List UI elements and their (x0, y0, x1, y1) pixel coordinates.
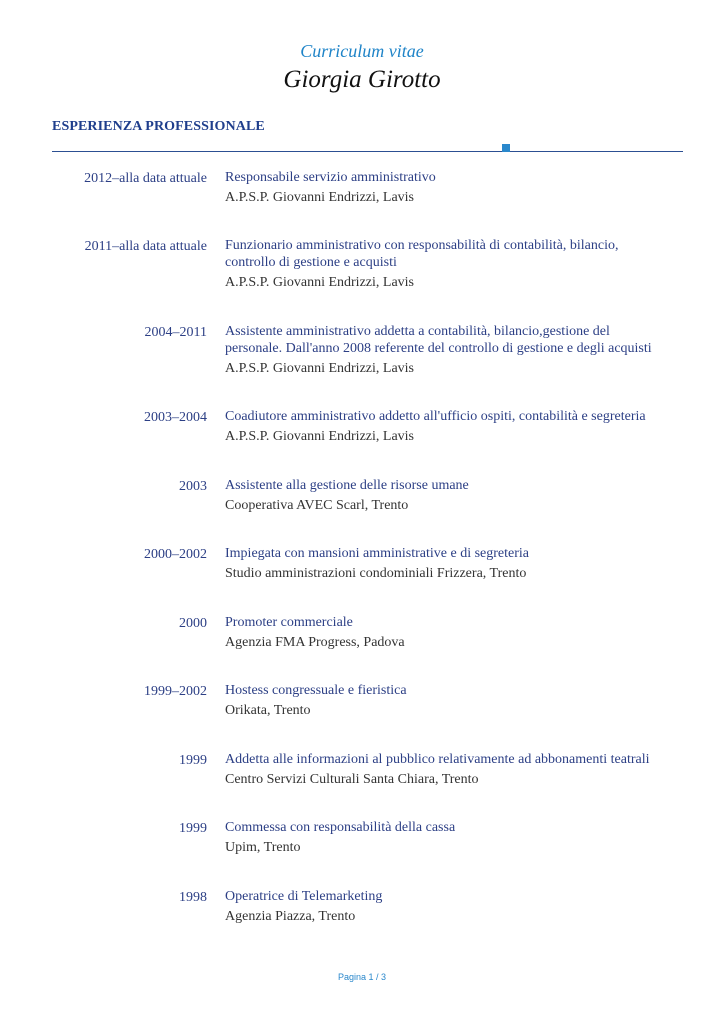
section-title: ESPERIENZA PROFESSIONALE (52, 119, 265, 134)
entry-organization: Centro Servizi Culturali Santa Chiara, Trento (225, 772, 479, 787)
entry-body (225, 323, 665, 377)
entry-organization: Agenzia Piazza, Trento (225, 909, 356, 924)
experience-entry (0, 682, 724, 751)
entry-date: 1999–2002 (144, 684, 207, 699)
cv-header (0, 40, 724, 96)
entry-organization: Agenzia FMA Progress, Padova (225, 635, 405, 650)
section-divider (52, 151, 683, 152)
entry-organization: A.P.S.P. Giovanni Endrizzi, Lavis (225, 275, 414, 290)
entry-body (225, 819, 665, 856)
entry-title: Coadiutore amministrativo addetto all'ufficio ospiti, contabilità e segreteria (225, 409, 646, 424)
experience-entry (0, 545, 724, 614)
entry-body (225, 682, 665, 719)
entry-title: Assistente amministrativo addetta a contabilità, bilancio,gestione del personale. Dall'anno 2008 referente del controllo di gestione e degli acquisti (225, 324, 652, 356)
experience-entry (0, 237, 724, 323)
entry-date: 1999 (179, 753, 207, 768)
entry-organization: Upim, Trento (225, 840, 301, 855)
entry-title: Responsabile servizio amministrativo (225, 170, 436, 185)
entry-date: 1998 (179, 890, 207, 905)
entry-date: 2011–alla data attuale (84, 239, 207, 254)
experience-entry (0, 323, 724, 408)
entry-body (225, 751, 665, 788)
entry-title: Impiegata con mansioni amministrative e di segreteria (225, 546, 530, 561)
entry-body (225, 169, 665, 206)
entry-date: 2004–2011 (144, 325, 207, 340)
page-number: Pagina 1 / 3 (337, 972, 387, 982)
entry-date: 1999 (179, 821, 207, 836)
experience-entry (0, 614, 724, 682)
entry-body (225, 888, 665, 925)
cv-label: Curriculum vitae (300, 41, 424, 61)
entry-body (225, 408, 665, 445)
entry-organization: A.P.S.P. Giovanni Endrizzi, Lavis (225, 361, 414, 376)
entry-title: Hostess congressuale e fieristica (225, 683, 407, 698)
experience-entry (0, 888, 724, 938)
experience-entry (0, 169, 724, 237)
experience-entry (0, 751, 724, 819)
entry-body (225, 477, 665, 514)
entry-title: Commessa con responsabilità della cassa (225, 820, 456, 835)
experience-entry (0, 408, 724, 477)
entry-title: Funzionario amministrativo con responsabilità di contabilità, bilancio, controllo di gestione e acquisti (225, 238, 619, 270)
entry-date: 2003 (179, 479, 207, 494)
section-marker-square (502, 144, 510, 152)
entry-title: Assistente alla gestione delle risorse umane (225, 478, 469, 493)
entry-date: 2000 (179, 616, 207, 631)
entry-title: Promoter commerciale (225, 615, 353, 630)
entry-body (225, 614, 665, 651)
entry-organization: A.P.S.P. Giovanni Endrizzi, Lavis (225, 190, 414, 205)
entry-organization: Cooperativa AVEC Scarl, Trento (225, 498, 409, 513)
experience-entry (0, 819, 724, 888)
experience-list (0, 169, 724, 938)
entry-title: Operatrice di Telemarketing (225, 889, 383, 904)
experience-entry (0, 477, 724, 545)
entry-organization: A.P.S.P. Giovanni Endrizzi, Lavis (225, 429, 414, 444)
entry-organization: Orikata, Trento (225, 703, 311, 718)
entry-date: 2012–alla data attuale (84, 171, 207, 186)
entry-date: 2003–2004 (144, 410, 207, 425)
entry-title: Addetta alle informazioni al pubblico relativamente ad abbonamenti teatrali (225, 752, 650, 767)
cv-name: Giorgia Girotto (283, 66, 441, 93)
entry-organization: Studio amministrazioni condominiali Frizzera, Trento (225, 566, 527, 581)
entry-body (225, 237, 665, 291)
entry-body (225, 545, 665, 582)
entry-date: 2000–2002 (144, 547, 207, 562)
